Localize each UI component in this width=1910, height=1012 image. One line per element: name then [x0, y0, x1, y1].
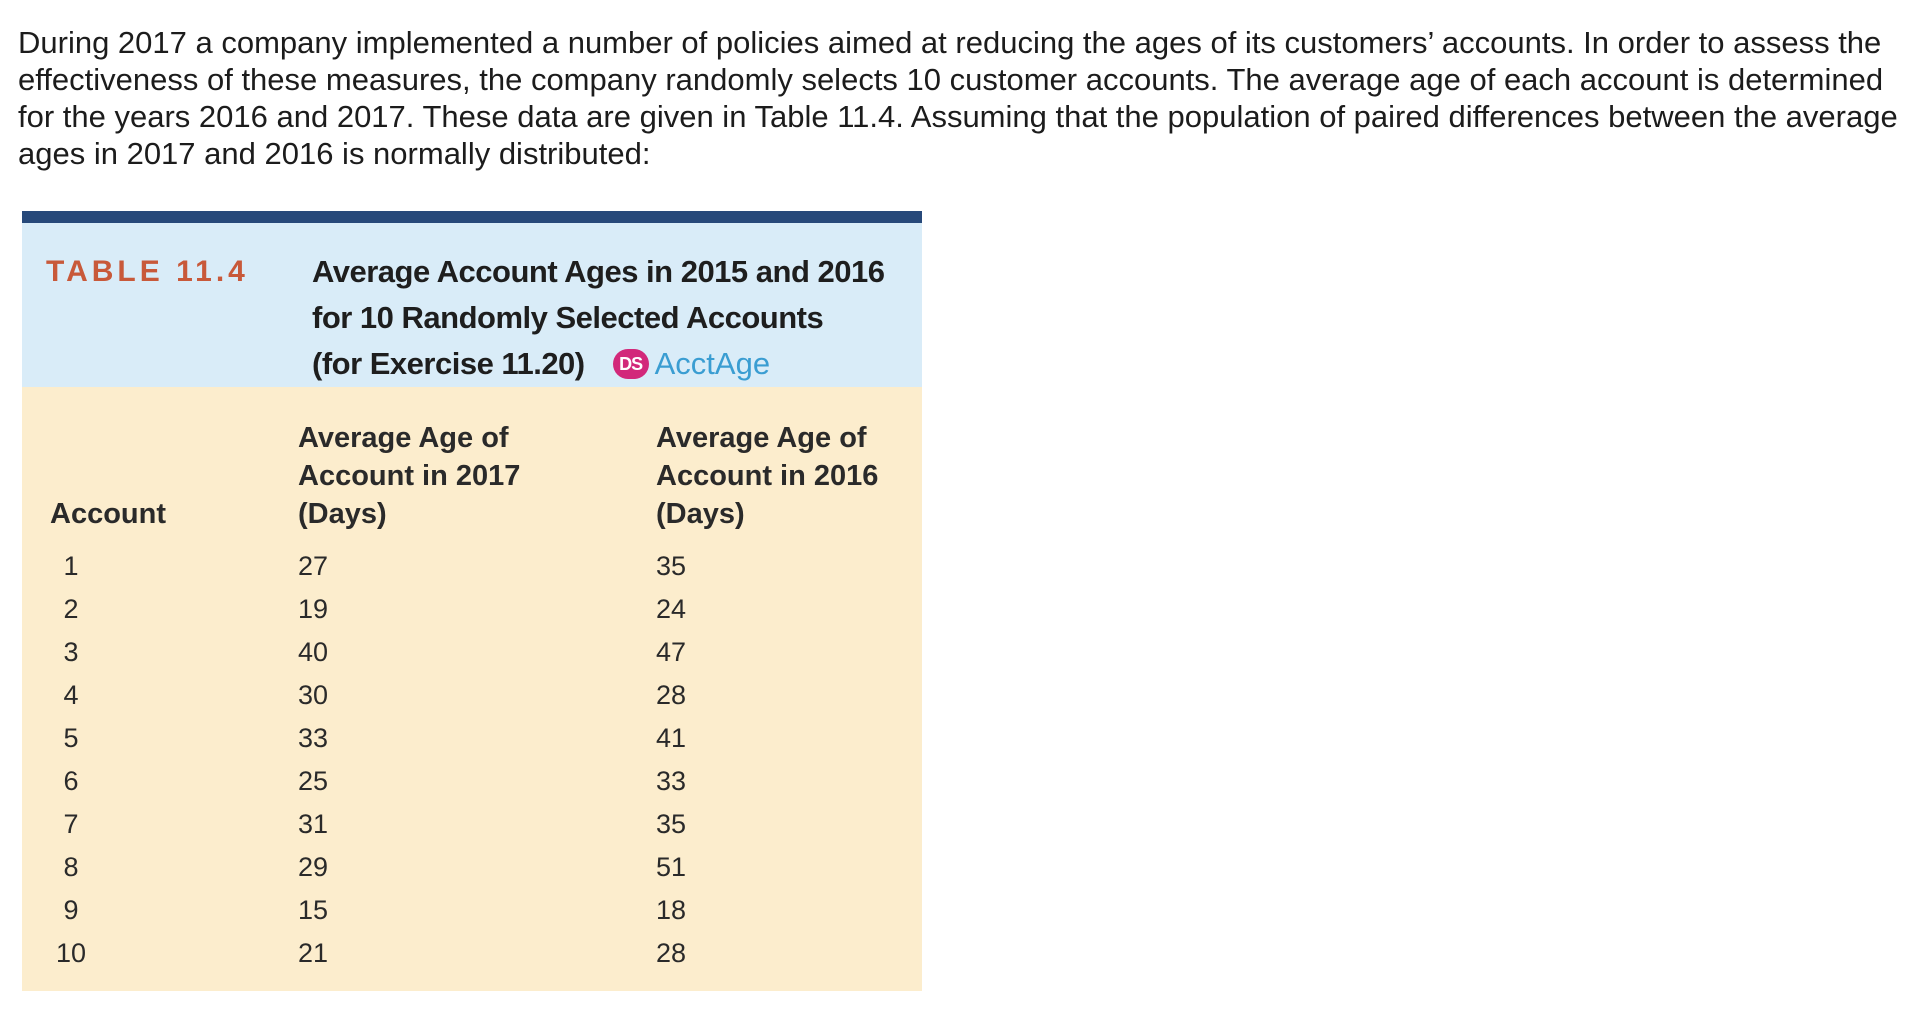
table-rows: [22, 545, 922, 975]
column-header-2017-line-1: Average Age of: [298, 422, 509, 454]
table-row: [22, 760, 922, 803]
dataset-icon: DS: [613, 349, 649, 379]
age-2016-cell: 41: [656, 723, 687, 753]
column-header-2016-line-1: Average Age of: [656, 422, 867, 454]
account-cell: 5: [63, 723, 79, 753]
problem-statement: During 2017 a company implemented a number of policies aimed at reducing the ages of its customers’ accounts. In order to assess the effectiveness of these measures, the company randomly selects 10 customer accounts. The average age of each account is determined for the years 2016 and 2017. These data are given in Table 11.4. Assuming that the population of paired differences between the average ages in 2017 and 2016 is normally distributed:: [18, 25, 1898, 171]
age-2017-cell: 27: [298, 551, 329, 581]
table-caption: [22, 223, 922, 387]
age-2017-cell: 33: [298, 723, 329, 753]
table-row: [22, 588, 922, 631]
age-2016-cell: 28: [656, 680, 687, 710]
column-header-2017-line-2: Account in 2017: [298, 460, 521, 492]
table-row: [22, 674, 922, 717]
column-header-2017: [298, 419, 520, 533]
account-cell: 10: [55, 938, 87, 968]
age-2016-cell: 47: [656, 637, 687, 667]
age-2017-cell: 15: [298, 895, 329, 925]
table-title: [312, 249, 902, 387]
account-cell: 4: [63, 680, 79, 710]
table-title-line-1: Average Account Ages in 2015 and 2016: [312, 254, 885, 289]
age-2016-cell: 33: [656, 766, 687, 796]
age-2017-cell: 21: [298, 938, 329, 968]
age-2016-cell: 51: [656, 852, 687, 882]
account-cell: 2: [63, 594, 79, 624]
table-row: [22, 846, 922, 889]
table-row: [22, 717, 922, 760]
age-2016-cell: 35: [656, 551, 687, 581]
account-cell: 6: [63, 766, 79, 796]
age-2016-cell: 28: [656, 938, 687, 968]
table-title-line-3-text: (for Exercise 11.20): [312, 346, 585, 381]
column-header-2016: [656, 419, 878, 533]
column-header-2017-line-3: (Days): [298, 498, 387, 530]
table-title-line-3: [312, 341, 902, 387]
dataset-link[interactable]: AcctAge: [654, 346, 771, 381]
account-cell: 9: [63, 895, 79, 925]
account-cell: 8: [63, 852, 79, 882]
table-row: [22, 803, 922, 846]
age-2017-cell: 19: [298, 594, 329, 624]
age-2016-cell: 18: [656, 895, 687, 925]
table-row: [22, 631, 922, 674]
column-header-account: Account: [50, 498, 166, 530]
account-cell: 3: [63, 637, 79, 667]
column-header-2016-line-3: (Days): [656, 498, 745, 530]
table-title-line-2: for 10 Randomly Selected Accounts: [312, 300, 824, 335]
table-row: [22, 932, 922, 975]
table-row: [22, 545, 922, 588]
table-number: TABLE 11.4: [46, 255, 249, 288]
account-cell: 1: [63, 551, 79, 581]
age-2016-cell: 35: [656, 809, 687, 839]
age-2017-cell: 30: [298, 680, 329, 710]
age-2017-cell: 31: [298, 809, 329, 839]
age-2017-cell: 29: [298, 852, 329, 882]
data-table: [22, 211, 922, 991]
age-2017-cell: 40: [298, 637, 329, 667]
age-2016-cell: 24: [656, 594, 687, 624]
column-header-2016-line-2: Account in 2016: [656, 460, 879, 492]
age-2017-cell: 25: [298, 766, 329, 796]
table-top-rule: [22, 211, 922, 223]
account-cell: 7: [63, 809, 79, 839]
table-row: [22, 889, 922, 932]
